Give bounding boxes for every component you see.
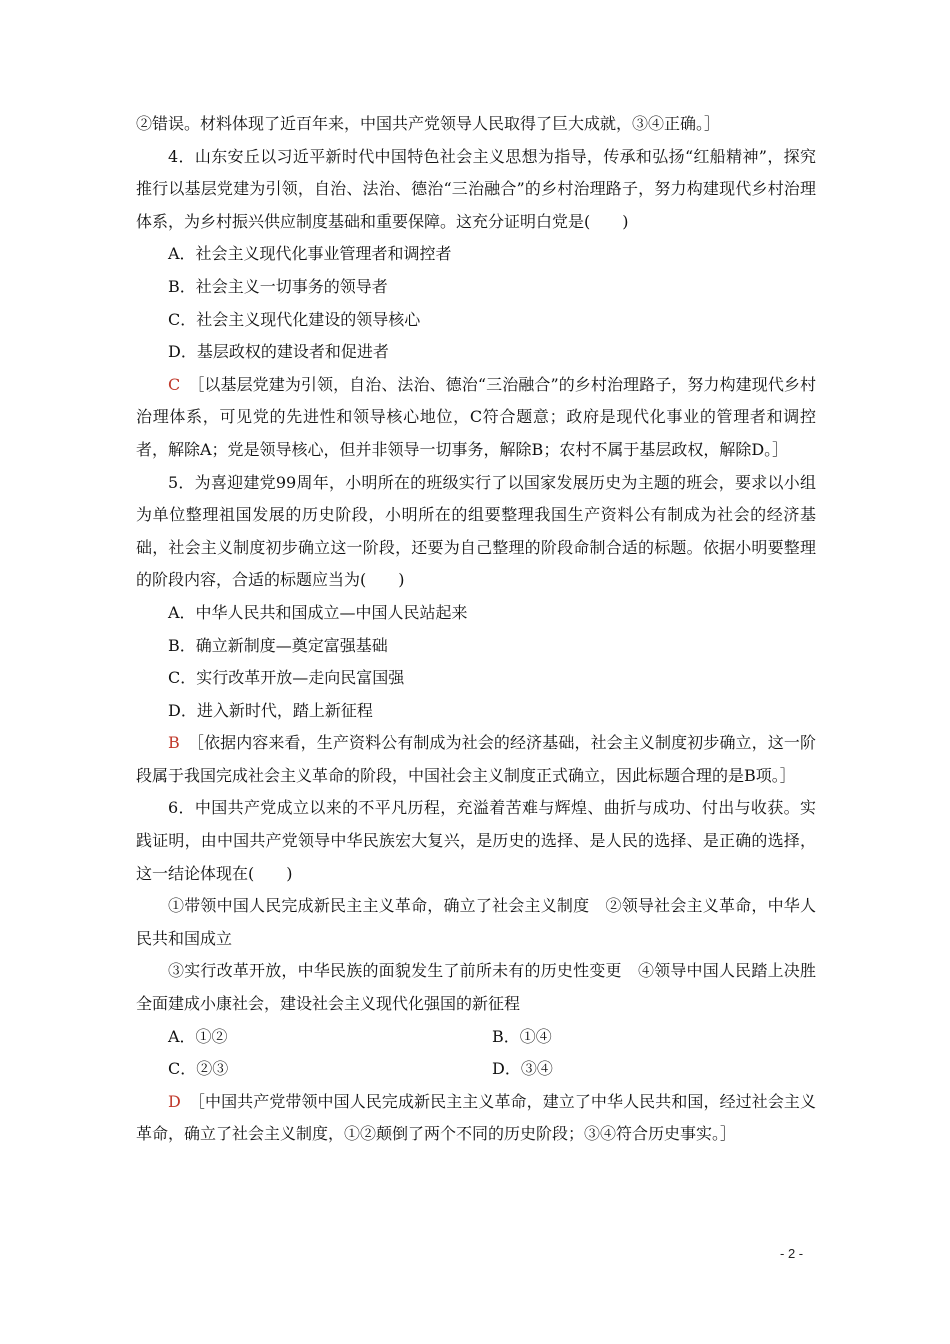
statement-group-2: ③实行改革开放，中华民族的面貌发生了前所未有的历史性变更 ④领导中国人民踏上决胜全面建成小康社会，建设社会主义现代化强国的新征程 <box>136 961 816 1014</box>
analysis-text: ［以基层党建为引领，自治、法治、德治“三治融合”的乡村治理路子，努力构建现代乡村治理体系，可见党的先进性和领导核心地位，C符合题意；政府是现代化事业的管理者和调控者，解除A；党是领导核心，但并非领导一切事务，解除B；农村不属于基层政权，解除D。］ <box>136 374 816 459</box>
answer-letter: B <box>168 733 180 753</box>
answer-letter: D <box>168 1091 181 1111</box>
option-d: D．基层政权的建设者和促进者 <box>168 342 389 362</box>
document-body <box>136 108 816 1151</box>
option-a: A．①② <box>168 1026 228 1046</box>
option-d: D．进入新时代，踏上新征程 <box>168 700 373 720</box>
question-5 <box>136 467 816 793</box>
option-c: C．②③ <box>168 1059 229 1079</box>
previous-answer-tail: ②错误。材料体现了近百年来，中国共产党领导人民取得了巨大成就，③④正确。］ <box>136 114 721 133</box>
option-row-2 <box>136 1053 816 1086</box>
question-stem: 4．山东安丘以习近平新时代中国特色社会主义思想为指导，传承和弘扬“红船精神”，探究推行以基层党建为引领，自治、法治、德治“三治融合”的乡村治理路子，努力构建现代乡村治理体系，为乡村振兴供应制度基础和重要保障。这充分证明白党是( ) <box>136 146 816 231</box>
answer-letter: C <box>168 374 181 394</box>
answer-analysis <box>136 369 816 467</box>
analysis-text: ［中国共产党带领中国人民完成新民主主义革命，建立了中华人民共和国，经过社会主义革命，确立了社会主义制度，①②颠倒了两个不同的历史阶段；③④符合历史事实。］ <box>136 1091 816 1144</box>
option-a: A．社会主义现代化事业管理者和调控者 <box>168 244 452 264</box>
statement-group-1: ①带领中国人民完成新民主主义革命，确立了社会主义制度 ②领导社会主义革命，中华人民共和国成立 <box>136 896 816 948</box>
option-row-1 <box>136 1021 816 1054</box>
option-c: C．实行改革开放—走向民富国强 <box>168 668 405 688</box>
option-b: B．社会主义一切事务的领导者 <box>168 276 388 296</box>
analysis-text: ［依据内容来看，生产资料公有制成为社会的经济基础，社会主义制度初步确立，这一阶段属于我国完成社会主义革命的阶段，中国社会主义制度正式确立，因此标题合理的是B项。］ <box>136 733 816 785</box>
question-4 <box>136 141 816 467</box>
answer-analysis <box>136 727 816 792</box>
option-a: A．中华人民共和国成立—中国人民站起来 <box>168 602 468 622</box>
option-c: C．社会主义现代化建设的领导核心 <box>168 309 421 329</box>
question-6 <box>136 792 816 1151</box>
page-number: - 2 - <box>780 1246 804 1261</box>
answer-analysis <box>136 1086 816 1151</box>
question-stem: 5．为喜迎建党99周年，小明所在的班级实行了以国家发展历史为主题的班会，要求以小组为单位整理祖国发展的历史阶段，小明所在的组要整理我国生产资料公有制成为社会的经济基础，社会主义制度初步确立这一阶段，还要为自己整理的阶段命制合适的标题。依据小明要整理的阶段内容，合适的标题应当为( ) <box>136 472 816 590</box>
option-b: B．确立新制度—奠定富强基础 <box>168 635 388 655</box>
question-stem: 6．中国共产党成立以来的不平凡历程，充溢着苦难与辉煌、曲折与成功、付出与收获。实践证明，由中国共产党领导中华民族宏大复兴，是历史的选择、是人民的选择、是正确的选择，这一结论体现在( ) <box>136 798 816 883</box>
option-b: B．①④ <box>492 1026 552 1046</box>
option-d: D．③④ <box>492 1059 553 1079</box>
